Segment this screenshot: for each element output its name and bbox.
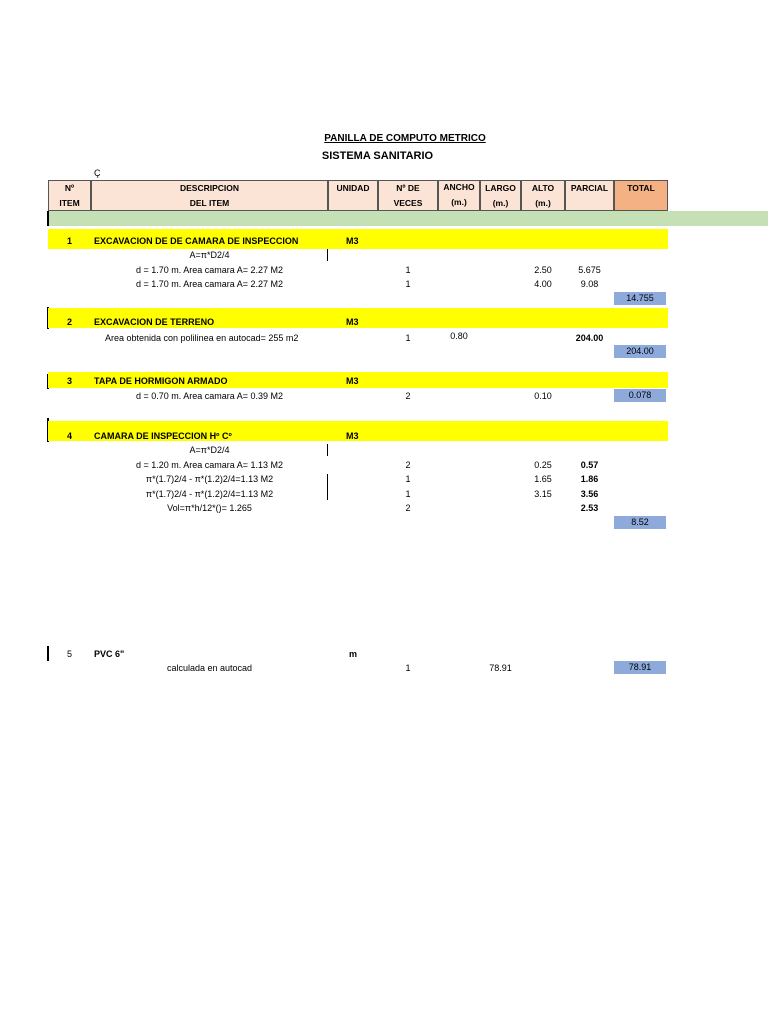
header-veces-line2: VECES (393, 198, 423, 208)
header-alto-cell (521, 180, 565, 211)
row-veces: 2 (405, 391, 411, 401)
header-ancho-line1: ANCHO (443, 182, 475, 192)
row-ancho: 0.80 (450, 331, 468, 341)
item-4-unit: M3 (346, 431, 359, 441)
row-parcial: 9.08 (580, 279, 599, 289)
row-description: d = 1.20 m. Area camara A= 1.13 M2 (135, 460, 284, 470)
row-description: d = 0.70 m. Area camara A= 0.39 M2 (135, 391, 284, 401)
item-3-number: 3 (66, 376, 72, 386)
row-alto: 0.25 (534, 460, 552, 470)
item-2-unit: M3 (346, 317, 359, 327)
item-1-description: EXCAVACION DE DE CAMARA DE INSPECCION (94, 236, 299, 246)
row-parcial: 1.86 (580, 474, 599, 484)
item-5-description: PVC 6" (94, 649, 125, 659)
header-item-cell (48, 180, 91, 211)
item-5-total: 78.91 (614, 661, 666, 674)
row-alto: 0.10 (534, 391, 552, 401)
header-alto-line2: (m.) (535, 198, 551, 208)
stray-mark: Ç (94, 168, 101, 178)
row-parcial: 3.56 (580, 489, 599, 499)
row-description: calculada en autocad (166, 663, 253, 673)
item-2-number: 2 (66, 317, 72, 327)
row-description: d = 1.70 m. Area camara A= 2.27 M2 (135, 279, 284, 289)
header-largo-line2: (m.) (492, 198, 509, 208)
header-total-cell (614, 180, 668, 211)
header-largo-line1: LARGO (485, 183, 516, 193)
item-3-total: 0.078 (614, 389, 666, 402)
header-descripcion-line1: DESCRIPCION (179, 183, 240, 193)
item-2-description: EXCAVACION DE TERRENO (94, 317, 215, 327)
row-description: π*(1.7)2/4 - π*(1.2)2/4=1.13 M2 (145, 489, 274, 499)
item-4-description: CAMARA DE INSPECCION Hº Cº (94, 431, 232, 441)
header-ancho-line2: (m.) (451, 197, 467, 207)
row-alto: 1.65 (534, 474, 552, 484)
document-subtitle: SISTEMA SANITARIO (321, 150, 434, 162)
header-alto-line1: ALTO (531, 183, 555, 193)
row-parcial: 2.53 (580, 503, 599, 513)
row-parcial: 204.00 (575, 333, 604, 343)
header-item-line1: Nº (64, 183, 75, 193)
row-description: A=π*D2/4 (189, 445, 230, 455)
item-5-unit: m (349, 649, 358, 659)
row-alto: 3.15 (534, 489, 552, 499)
item-1-unit: M3 (346, 236, 359, 246)
row-veces: 2 (405, 460, 411, 470)
header-total: TOTAL (627, 183, 655, 193)
row-veces: 1 (405, 333, 411, 343)
header-largo-cell (480, 180, 521, 211)
row-alto: 4.00 (534, 279, 552, 289)
row-veces: 1 (405, 279, 411, 289)
item-3-unit: M3 (346, 376, 359, 386)
header-green-band (49, 211, 768, 226)
row-veces: 1 (405, 474, 411, 484)
row-parcial: 5.675 (578, 265, 601, 275)
row-description: Area obtenida con polilinea en autocad= 255 m2 (105, 333, 299, 343)
document-title: PANILLA DE COMPUTO METRICO (324, 133, 486, 144)
header-descripcion-cell (91, 180, 328, 211)
header-unidad: UNIDAD (336, 183, 370, 193)
header-veces-line1: Nº DE (396, 183, 420, 193)
header-unidad-cell (328, 180, 378, 211)
row-largo: 78.91 (489, 663, 512, 673)
header-descripcion-line2: DEL ITEM (189, 198, 230, 208)
item-1-total: 14.755 (614, 292, 666, 305)
row-alto: 2.50 (534, 265, 552, 275)
header-item-line2: ITEM (59, 198, 80, 208)
item-2-total: 204.00 (614, 345, 666, 358)
row-parcial: 0.57 (580, 460, 599, 470)
row-veces: 1 (405, 265, 411, 275)
header-parcial-cell (565, 180, 614, 211)
item-1-number: 1 (66, 236, 72, 246)
row-veces: 1 (405, 489, 411, 499)
header-veces-cell (378, 180, 438, 211)
item-4-total: 8.52 (614, 516, 666, 529)
header-parcial: PARCIAL (570, 183, 609, 193)
item-5-number: 5 (66, 649, 72, 659)
item-3-description: TAPA DE HORMIGON ARMADO (94, 376, 228, 386)
row-description: π*(1.7)2/4 - π*(1.2)2/4=1.13 M2 (145, 474, 274, 484)
row-description: Vol=π*h/12*()= 1.265 (167, 503, 252, 513)
row-description: d = 1.70 m. Area camara A= 2.27 M2 (135, 265, 284, 275)
row-description: A=π*D2/4 (189, 250, 230, 260)
row-veces: 2 (405, 503, 411, 513)
header-ancho-cell (438, 180, 480, 211)
item-4-number: 4 (66, 431, 72, 441)
header-left-border (47, 211, 49, 226)
row-veces: 1 (405, 663, 411, 673)
